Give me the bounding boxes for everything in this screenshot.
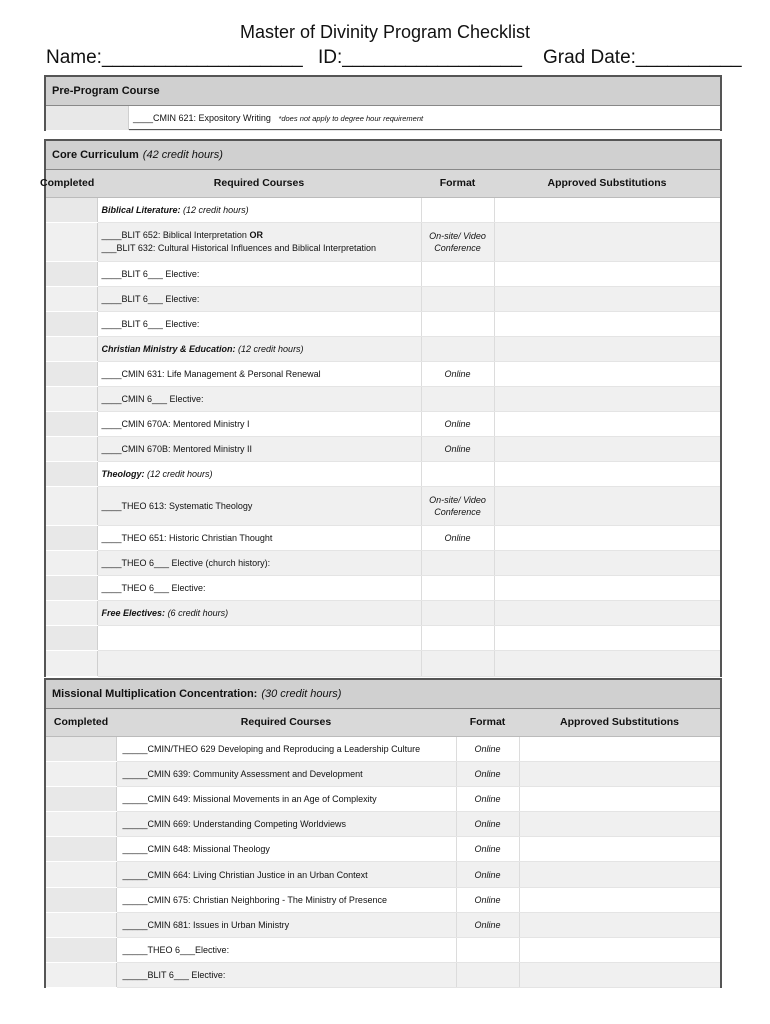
course-format — [421, 461, 494, 486]
course-format — [456, 963, 519, 988]
course-row — [46, 525, 720, 550]
completed-cell[interactable] — [46, 837, 116, 862]
core-header-row — [46, 170, 720, 197]
substitution-cell[interactable] — [519, 786, 720, 811]
completed-cell[interactable] — [46, 436, 97, 461]
course-row — [46, 812, 720, 837]
completed-cell[interactable] — [46, 525, 97, 550]
course-name: ____CMIN 670B: Mentored Ministry II — [97, 436, 421, 461]
name-field[interactable]: Name:___________________ — [46, 47, 303, 68]
missional-heading: Missional Multiplication Concentration: (30 credit hours) — [46, 680, 720, 709]
completed-cell[interactable] — [46, 812, 116, 837]
course-row — [46, 938, 720, 963]
col-format: Format — [421, 170, 494, 197]
course-name: ____BLIT 6___ Elective: — [97, 286, 421, 311]
course-name: _____BLIT 6___ Elective: — [116, 963, 456, 988]
col-approved-substitutions: Approved Substitutions — [494, 170, 720, 197]
course-format — [456, 938, 519, 963]
course-row — [46, 486, 720, 525]
substitution-cell[interactable] — [519, 912, 720, 937]
substitution-cell[interactable] — [494, 575, 720, 600]
substitution-cell[interactable] — [494, 550, 720, 575]
course-name: _____CMIN 675: Christian Neighboring - The Ministry of Presence — [116, 887, 456, 912]
course-format: On-site/ Video Conference — [421, 222, 494, 261]
substitution-cell[interactable] — [494, 411, 720, 436]
substitution-cell[interactable] — [494, 361, 720, 386]
completed-cell[interactable] — [46, 963, 116, 988]
page-title: Master of Divinity Program Checklist — [239, 22, 531, 42]
pre-program-course: ____CMIN 621: Expository Writing *does not apply to degree hour requirement — [129, 106, 721, 130]
completed-cell[interactable] — [46, 651, 97, 677]
course-format — [421, 311, 494, 336]
course-row — [46, 436, 720, 461]
missional-section — [44, 678, 722, 988]
course-row — [46, 550, 720, 575]
substitution-cell[interactable] — [494, 625, 720, 651]
course-name: _____CMIN 669: Understanding Competing Worldviews — [116, 812, 456, 837]
completed-cell[interactable] — [46, 336, 97, 361]
course-name: ____CMIN 631: Life Management & Personal Renewal — [97, 361, 421, 386]
completed-cell[interactable] — [46, 486, 97, 525]
course-row — [46, 222, 720, 261]
completed-cell[interactable] — [46, 106, 129, 130]
course-row — [46, 651, 720, 677]
course-name: ____THEO 613: Systematic Theology — [97, 486, 421, 525]
completed-cell[interactable] — [46, 461, 97, 486]
course-format: Online — [456, 862, 519, 887]
completed-cell[interactable] — [46, 736, 116, 761]
course-format: Online — [456, 837, 519, 862]
grad-date-field[interactable]: Grad Date:__________ — [543, 47, 742, 68]
col-approved-substitutions: Approved Substitutions — [519, 709, 720, 736]
course-row — [46, 261, 720, 286]
course-format: Online — [421, 411, 494, 436]
completed-cell[interactable] — [46, 311, 97, 336]
course-row — [46, 411, 720, 436]
course-format — [421, 336, 494, 361]
course-row — [46, 386, 720, 411]
course-format: Online — [456, 786, 519, 811]
completed-cell[interactable] — [46, 386, 97, 411]
substitution-cell[interactable] — [494, 600, 720, 625]
substitution-cell[interactable] — [494, 311, 720, 336]
course-format — [421, 600, 494, 625]
course-format — [421, 575, 494, 600]
substitution-cell[interactable] — [519, 761, 720, 786]
completed-cell[interactable] — [46, 550, 97, 575]
course-format: Online — [456, 736, 519, 761]
course-name: ____THEO 651: Historic Christian Thought — [97, 525, 421, 550]
substitution-cell[interactable] — [494, 386, 720, 411]
course-name: _____CMIN 649: Missional Movements in an Age of Complexity — [116, 786, 456, 811]
course-row — [46, 361, 720, 386]
course-name: _____CMIN 664: Living Christian Justice in an Urban Context — [116, 862, 456, 887]
course-name: _____CMIN 648: Missional Theology — [116, 837, 456, 862]
course-row — [46, 311, 720, 336]
course-name: ____THEO 6___ Elective: — [97, 575, 421, 600]
completed-cell[interactable] — [46, 761, 116, 786]
course-format: Online — [456, 812, 519, 837]
course-format — [421, 550, 494, 575]
category-row — [46, 461, 720, 486]
course-name — [97, 625, 421, 651]
course-format: Online — [421, 436, 494, 461]
course-row — [46, 887, 720, 912]
course-format — [421, 625, 494, 651]
completed-cell[interactable] — [46, 197, 97, 222]
course-row — [46, 575, 720, 600]
course-name: ____BLIT 6___ Elective: — [97, 311, 421, 336]
completed-cell[interactable] — [46, 261, 97, 286]
category-title: Christian Ministry & Education: (12 credit hours) — [97, 336, 421, 361]
course-name: ____CMIN 670A: Mentored Ministry I — [97, 411, 421, 436]
completed-cell[interactable] — [46, 222, 97, 261]
substitution-cell[interactable] — [519, 812, 720, 837]
course-format — [421, 261, 494, 286]
course-name: ____THEO 6___ Elective (church history): — [97, 550, 421, 575]
category-title: Biblical Literature: (12 credit hours) — [97, 197, 421, 222]
completed-cell[interactable] — [46, 411, 97, 436]
substitution-cell[interactable] — [519, 963, 720, 988]
substitution-cell[interactable] — [494, 525, 720, 550]
completed-cell[interactable] — [46, 286, 97, 311]
substitution-cell[interactable] — [494, 222, 720, 261]
substitution-cell[interactable] — [494, 436, 720, 461]
course-name: ____BLIT 6___ Elective: — [97, 261, 421, 286]
missional-header-row — [46, 709, 720, 736]
missional-table — [46, 709, 720, 988]
core-table — [40, 170, 720, 677]
course-name — [97, 651, 421, 677]
substitution-cell[interactable] — [494, 261, 720, 286]
course-name: ____BLIT 652: Biblical Interpretation OR ___BLIT 632: Cultural Historical Influences and Biblical Interpretation — [97, 222, 421, 261]
substitution-cell[interactable] — [519, 938, 720, 963]
course-format — [421, 286, 494, 311]
course-format: Online — [421, 361, 494, 386]
course-format — [421, 197, 494, 222]
col-completed: Completed — [46, 709, 116, 736]
substitution-cell[interactable] — [494, 486, 720, 525]
completed-cell[interactable] — [46, 575, 97, 600]
category-title: Theology: (12 credit hours) — [97, 461, 421, 486]
substitution-cell[interactable] — [494, 461, 720, 486]
course-row — [46, 286, 720, 311]
course-row — [46, 837, 720, 862]
course-row — [46, 625, 720, 651]
substitution-cell[interactable] — [494, 286, 720, 311]
course-format: On-site/ Video Conference — [421, 486, 494, 525]
id-field[interactable]: ID:_________________ — [318, 47, 522, 68]
col-completed: Completed — [46, 170, 97, 197]
pre-program-heading: Pre-Program Course — [46, 77, 720, 106]
category-row — [46, 336, 720, 361]
completed-cell[interactable] — [46, 862, 116, 887]
col-required-courses: Required Courses — [116, 709, 456, 736]
course-format — [421, 651, 494, 677]
completed-cell[interactable] — [46, 786, 116, 811]
category-title: Free Electives: (6 credit hours) — [97, 600, 421, 625]
substitution-cell[interactable] — [519, 736, 720, 761]
substitution-cell[interactable] — [519, 862, 720, 887]
completed-cell[interactable] — [46, 938, 116, 963]
core-curriculum-section — [40, 139, 722, 677]
course-row — [46, 786, 720, 811]
substitution-cell[interactable] — [494, 197, 720, 222]
course-format: Online — [421, 525, 494, 550]
completed-cell[interactable] — [46, 600, 97, 625]
pre-program-section — [44, 75, 722, 131]
category-row — [46, 600, 720, 625]
course-row — [46, 912, 720, 937]
pre-program-note: *does not apply to degree hour requirement — [278, 113, 424, 123]
completed-cell[interactable] — [46, 912, 116, 937]
completed-cell[interactable] — [46, 887, 116, 912]
substitution-cell[interactable] — [494, 651, 720, 677]
course-row — [46, 761, 720, 786]
substitution-cell[interactable] — [519, 887, 720, 912]
course-name: ____CMIN 6___ Elective: — [97, 386, 421, 411]
course-name: _____THEO 6___Elective: — [116, 938, 456, 963]
course-format: Online — [456, 887, 519, 912]
course-name: _____CMIN/THEO 629 Developing and Reproducing a Leadership Culture — [116, 736, 456, 761]
substitution-cell[interactable] — [494, 336, 720, 361]
completed-cell[interactable] — [46, 361, 97, 386]
course-format: Online — [456, 912, 519, 937]
course-row — [46, 862, 720, 887]
course-name: _____CMIN 639: Community Assessment and Development — [116, 761, 456, 786]
core-heading: Core Curriculum (42 credit hours) — [46, 141, 720, 170]
col-required-courses: Required Courses — [97, 170, 421, 197]
course-name: _____CMIN 681: Issues in Urban Ministry — [116, 912, 456, 937]
completed-cell[interactable] — [46, 625, 97, 651]
category-row — [46, 197, 720, 222]
course-format — [421, 386, 494, 411]
col-format: Format — [456, 709, 519, 736]
course-row — [46, 963, 720, 988]
course-row — [46, 736, 720, 761]
substitution-cell[interactable] — [519, 837, 720, 862]
course-format: Online — [456, 761, 519, 786]
